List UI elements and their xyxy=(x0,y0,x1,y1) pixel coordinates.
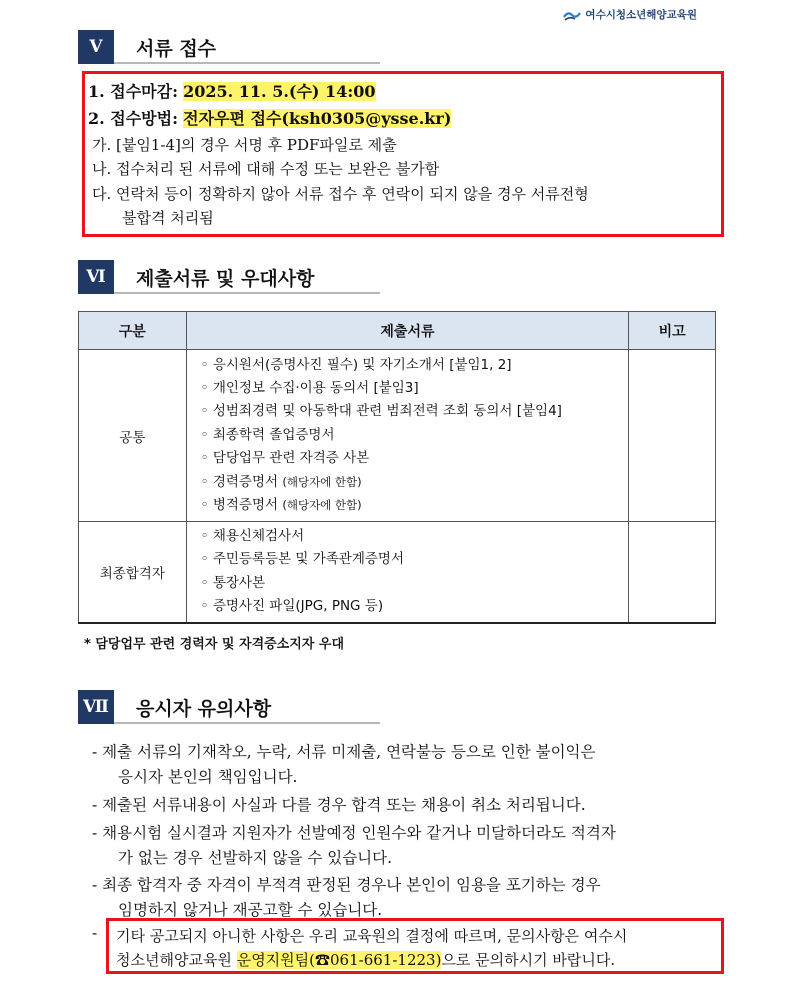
notice-line-continuation: 가 없는 경우 선발하지 않을 수 있습니다. xyxy=(118,849,393,867)
section-number: Ⅵ xyxy=(78,260,114,294)
notice-line: - 최종 합격자 중 자격이 부적격 판정된 경우나 본인이 임용을 포기하는 경우 xyxy=(92,876,601,894)
document-item: ◦ 경력증명서 (해당자에 한함) xyxy=(200,473,362,490)
section-title: 서류 접수 xyxy=(136,38,217,60)
preference-footnote: * 담당업무 관련 경력자 및 자격증소지자 우대 xyxy=(84,637,344,652)
document-item: ◦ 병적증명서 (해당자에 한함) xyxy=(200,496,362,513)
notes-cell xyxy=(629,522,716,623)
col-header-category: 구분 xyxy=(79,312,187,350)
document-item: ◦ 증명사진 파일(JPG, PNG 등) xyxy=(200,598,384,615)
category-cell: 최종합격자 xyxy=(79,522,187,623)
method-value: 전자우편 접수(ksh0305@ysse.kr) xyxy=(183,109,452,128)
notice-line: - 제출 서류의 기재착오, 누락, 서류 미제출, 연락불능 등으로 인한 불이익은 xyxy=(92,743,596,761)
documents-cell xyxy=(186,522,629,623)
method-line xyxy=(88,106,451,129)
inquiry-line: 기타 공고되지 아니한 사항은 우리 교육원의 결정에 따르며, 문의사항은 여수시 xyxy=(116,927,628,945)
section-title: 제출서류 및 우대사항 xyxy=(136,268,315,290)
document-item: ◦ 채용신체검사서 xyxy=(200,528,305,544)
section-5-header xyxy=(78,30,380,64)
contact-highlight: 운영지원팀(☎061-661-1223) xyxy=(236,951,442,969)
wave-logo-icon xyxy=(563,9,581,21)
item-note: (해당자에 한함) xyxy=(282,474,362,489)
category-cell: 공통 xyxy=(79,350,187,522)
document-item: ◦ 성범죄경력 및 아동학대 관련 범죄전력 조회 동의서 [붙임4] xyxy=(200,403,562,420)
header-underline xyxy=(114,292,380,294)
deadline-value: 2025. 11. 5.(수) 14:00 xyxy=(183,82,376,101)
sub-item-continuation: 불합격 처리됨 xyxy=(122,209,214,227)
header-underline xyxy=(114,62,380,64)
document-item: ◦ 개인정보 수집·이용 동의서 [붙임3] xyxy=(200,380,419,397)
notice-line-continuation: 응시자 본인의 책임입니다. xyxy=(118,768,298,786)
section-number: Ⅴ xyxy=(78,30,114,64)
deadline-label: 1. 접수마감: xyxy=(88,82,179,101)
sub-item: 나. 접수처리 된 서류에 대해 수정 또는 보완은 불가함 xyxy=(92,160,440,178)
notes-cell xyxy=(629,350,716,522)
document-item: ◦ 응시원서(증명사진 필수) 및 자기소개서 [붙임1, 2] xyxy=(200,356,512,373)
document-item: ◦ 통장사본 xyxy=(200,574,266,591)
col-header-notes: 비고 xyxy=(629,312,716,350)
table-header-row xyxy=(79,312,716,350)
notice-dash: - xyxy=(92,924,98,942)
notice-line: - 채용시험 실시결과 지원자가 선발예정 인원수와 같거나 미달하더라도 적격자 xyxy=(92,824,616,842)
section-title: 응시자 유의사항 xyxy=(136,698,272,720)
notice-line-continuation: 임명하지 않거나 재공고할 수 있습니다. xyxy=(118,901,383,919)
section-number: Ⅶ xyxy=(78,690,114,724)
sub-item: 가. [붙임1-4]의 경우 서명 후 PDF파일로 제출 xyxy=(92,136,397,154)
deadline-line xyxy=(88,79,376,102)
sub-item: 다. 연락처 등이 정확하지 않아 서류 접수 후 연락이 되지 않을 경우 서류전형 xyxy=(92,185,589,203)
item-note: (해당자에 한함) xyxy=(282,497,362,512)
table-row xyxy=(79,522,716,623)
documents-table xyxy=(78,311,716,624)
logo-text: 여수시청소년해양교육원 xyxy=(585,9,697,21)
notice-line: - 제출된 서류내용이 사실과 다를 경우 합격 또는 채용이 취소 처리됩니다. xyxy=(92,796,586,814)
document-item: ◦ 최종학력 졸업증명서 xyxy=(200,426,335,443)
col-header-documents: 제출서류 xyxy=(186,312,629,350)
section-7-header xyxy=(78,690,380,724)
header-underline xyxy=(114,722,380,724)
documents-cell xyxy=(186,350,629,522)
table-row xyxy=(79,350,716,522)
org-logo xyxy=(563,7,697,22)
section-6-header xyxy=(78,260,380,294)
document-item: ◦ 주민등록등본 및 가족관계증명서 xyxy=(200,551,405,568)
inquiry-line-contact: 청소년해양교육원 운영지원팀(☎061-661-1223)으로 문의하시기 바랍니다. xyxy=(116,951,616,969)
document-item: ◦ 담당업무 관련 자격증 사본 xyxy=(200,450,370,467)
method-label: 2. 접수방법: xyxy=(88,109,179,128)
